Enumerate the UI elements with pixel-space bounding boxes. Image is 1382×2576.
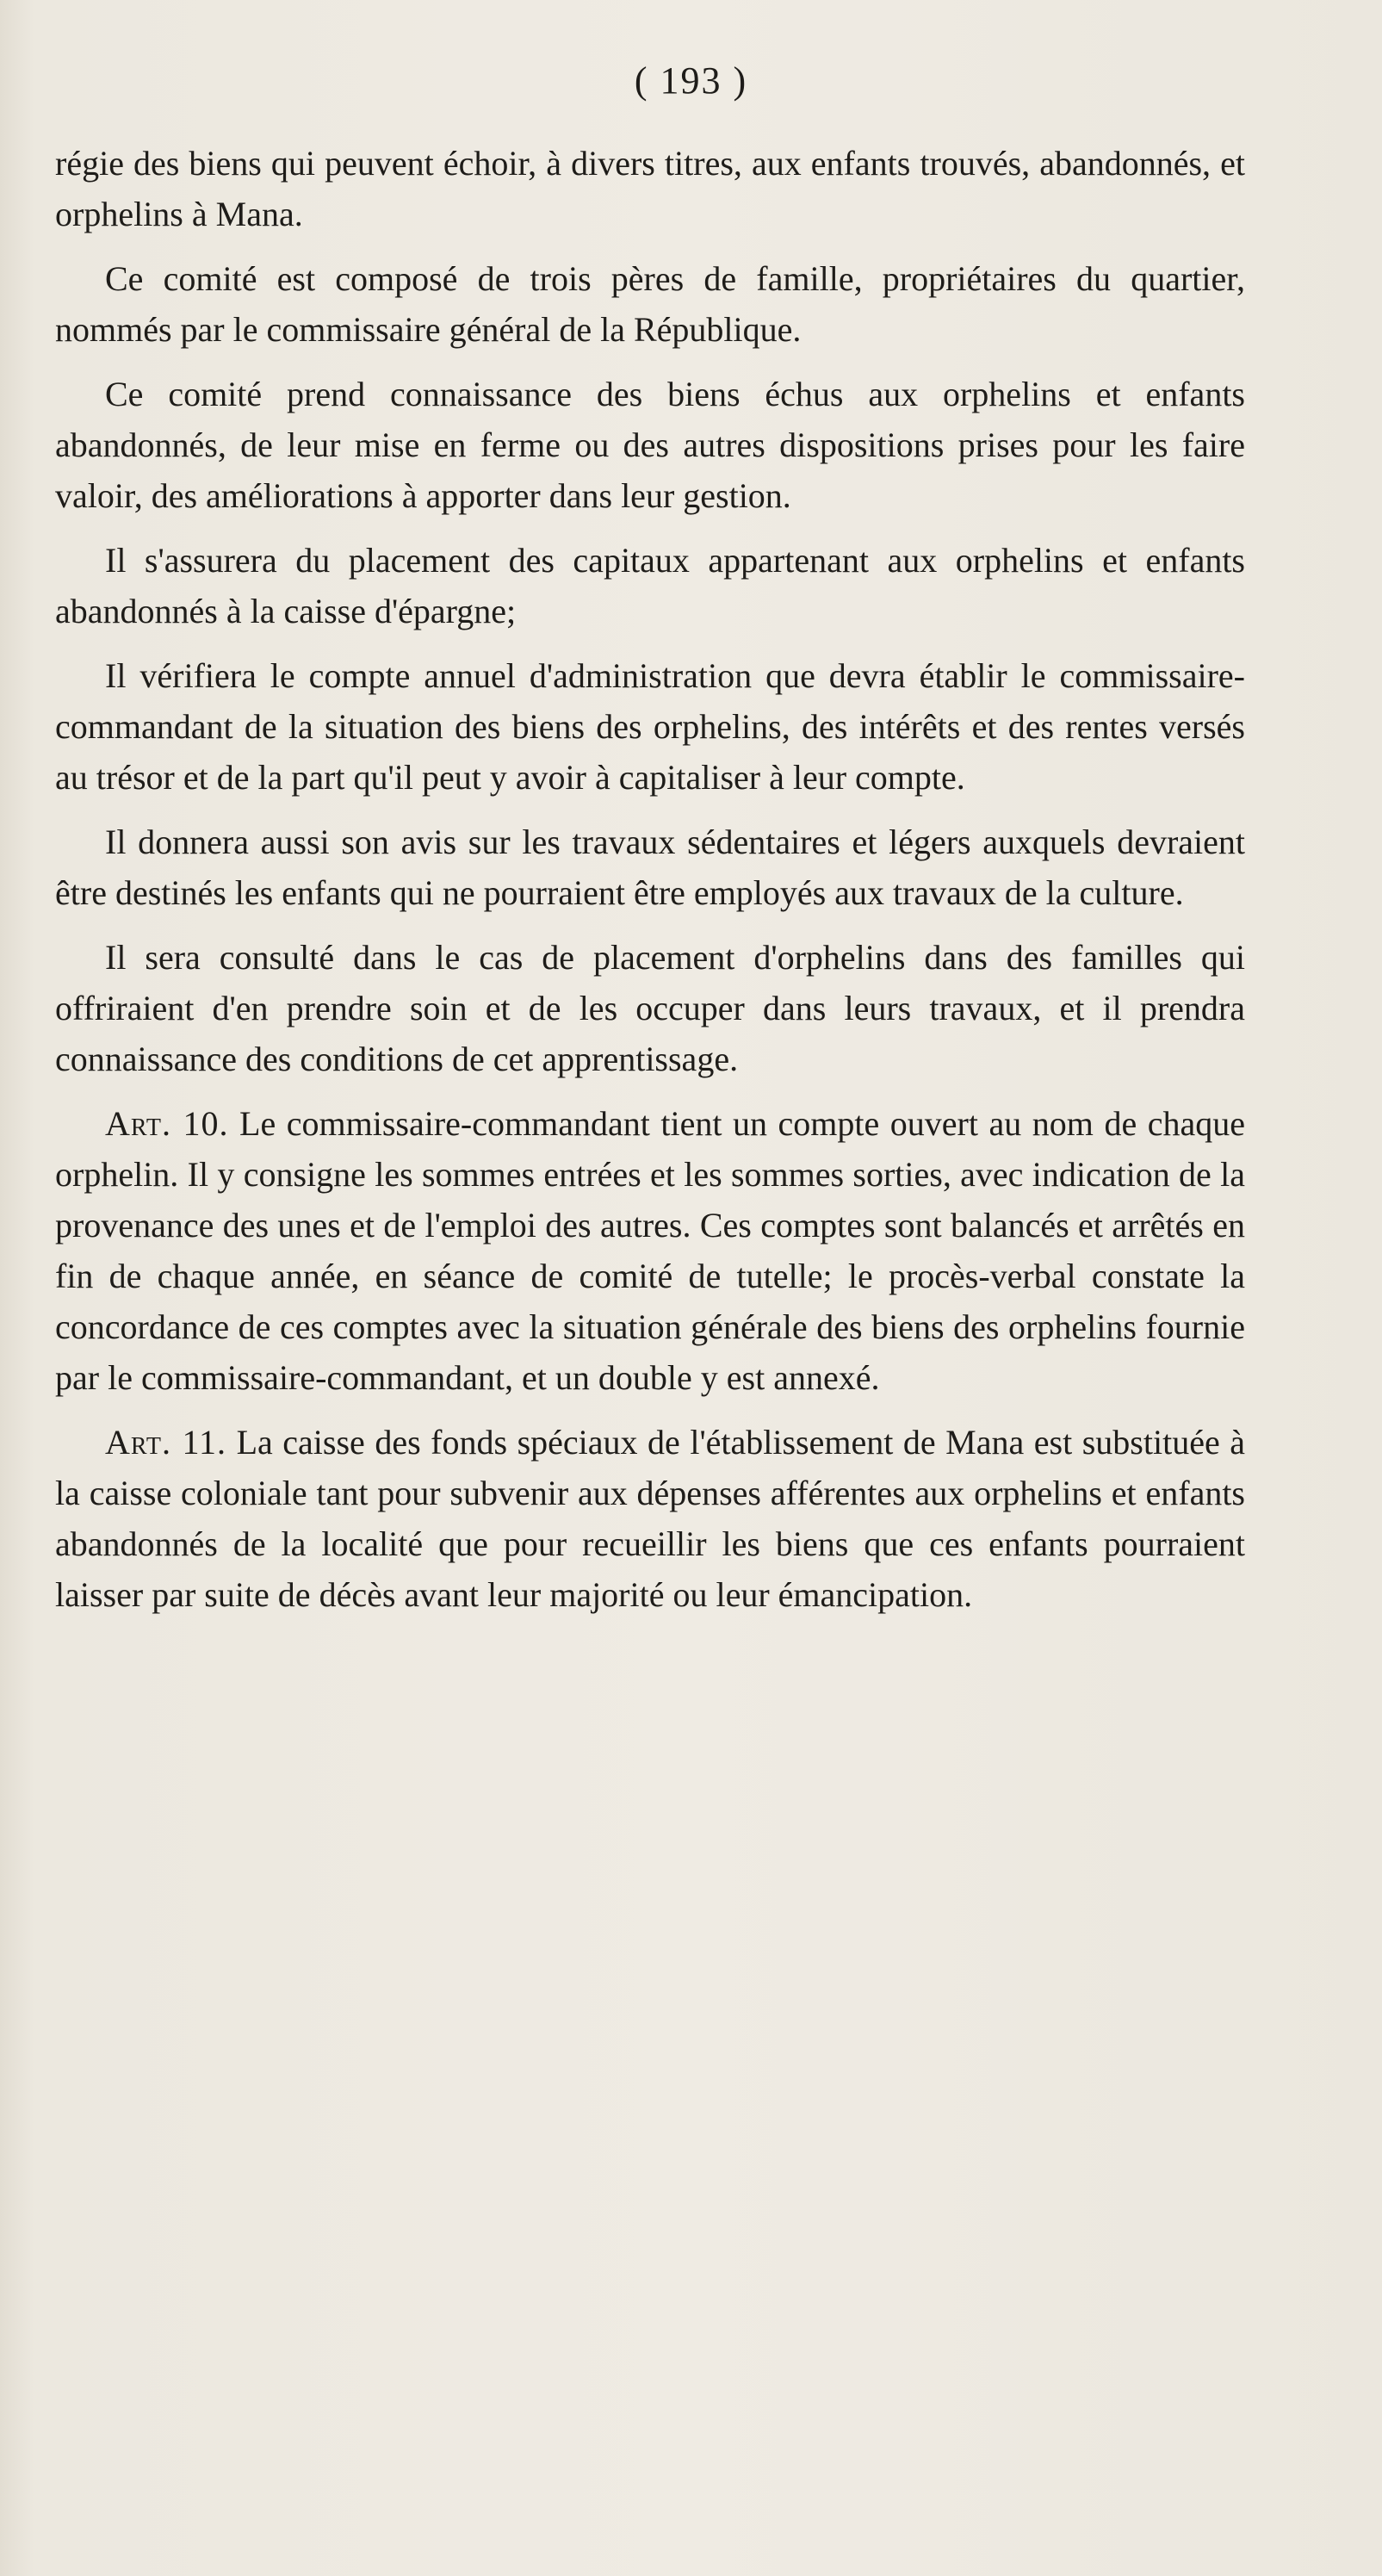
- paragraph-committee-duties: Ce comité prend connaissance des biens échus aux orphelins et enfants abandonnés, de leur mise en ferme ou des autres dispositions prises pour les faire valoir, des améliorations à apporter dans leur gestion.: [55, 375, 1245, 515]
- article-10: [55, 1098, 1245, 1403]
- paragraph-annual-account: Il vérifiera le compte annuel d'administration que devra établir le commissaire-commandant de la situation des biens des orphelins, des intérêts et des rentes versés au trésor et de la part qu'il peut y avoir à capitaliser à leur compte.: [55, 656, 1245, 797]
- article-11-label: Art. 11.: [105, 1423, 227, 1462]
- paragraph-continuation: régie des biens qui peuvent échoir, à divers titres, aux enfants trouvés, abandonnés, et orphelins à Mana.: [55, 144, 1245, 233]
- paragraph-committee-composition: Ce comité est composé de trois pères de famille, propriétaires du quartier, nommés par le commissaire général de la République.: [55, 259, 1245, 349]
- article-11-text: La caisse des fonds spéciaux de l'établissement de Mana est substituée à la caisse coloniale tant pour subvenir aux dépenses afférentes aux orphelins et enfants abandonnés de la localité que pour recueillir les biens que ces enfants pourraient laisser par suite de décès avant leur majorité ou leur émancipation.: [55, 1423, 1245, 1614]
- body-text: [55, 138, 1245, 1634]
- paragraph-capital-placement: Il s'assurera du placement des capitaux appartenant aux orphelins et enfants abandonnés à la caisse d'épargne;: [55, 541, 1245, 630]
- paragraph-family-placement: Il sera consulté dans le cas de placement d'orphelins dans des familles qui offriraient d'en prendre soin et de les occuper dans leurs travaux, et il prendra connaissance des conditions de cet apprentissage.: [55, 938, 1245, 1078]
- page-number: ( 193 ): [634, 59, 748, 102]
- article-10-text: Le commissaire-commandant tient un compte ouvert au nom de chaque orphelin. Il y consigne les sommes entrées et les sommes sorties, avec indication de la provenance des unes et de l'emploi des autres. Ces comptes sont balancés et arrêtés en fin de chaque année, en séance de comité de tutelle; le procès-verbal constate la concordance de ces comptes avec la situation générale des biens des orphelins fournie par le commissaire-commandant, et un double y est annexé.: [55, 1104, 1245, 1397]
- article-11: [55, 1417, 1245, 1620]
- paragraph-sedentary-work: Il donnera aussi son avis sur les travaux sédentaires et légers auxquels devraient être destinés les enfants qui ne pourraient être employés aux travaux de la culture.: [55, 822, 1245, 912]
- article-10-label: Art. 10.: [105, 1104, 229, 1143]
